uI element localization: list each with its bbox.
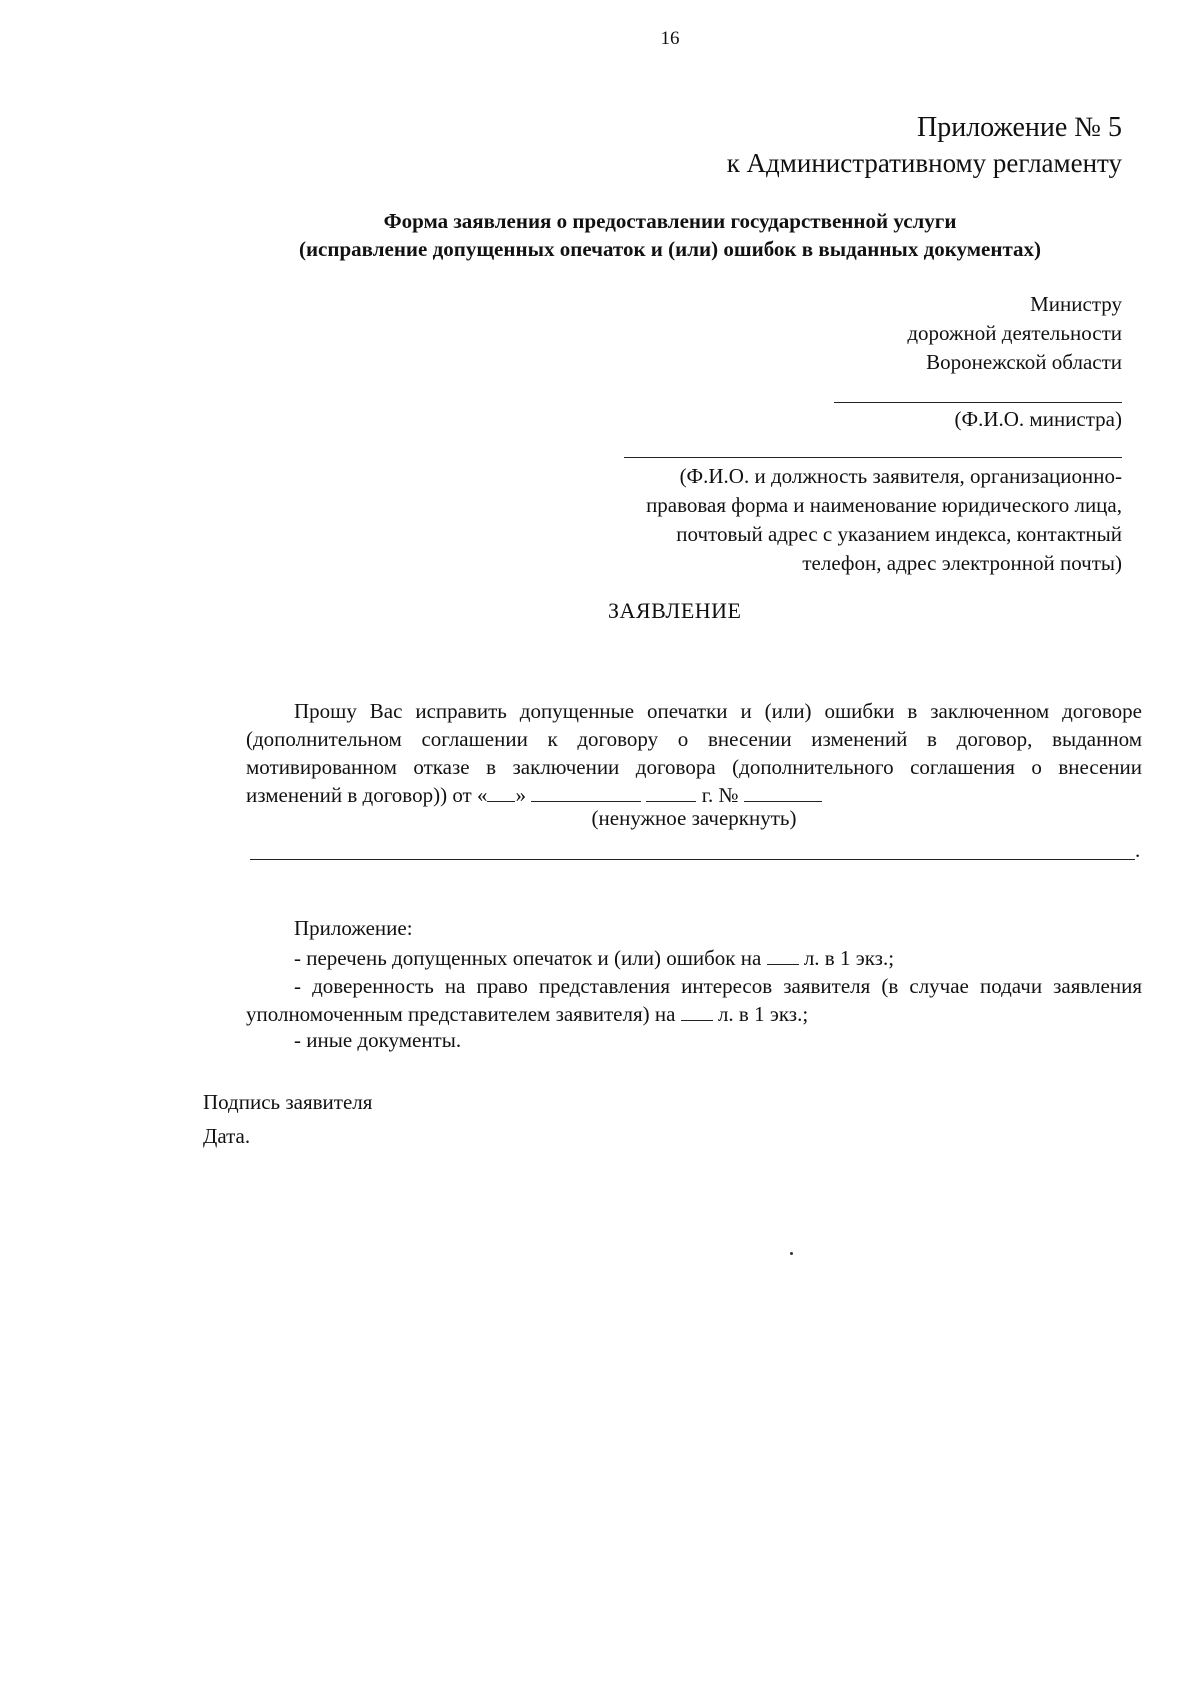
attachments-heading: Приложение: (294, 916, 413, 940)
statement-heading: ЗАЯВЛЕНИЕ (608, 598, 742, 623)
applicant-hint-line4: телефон, адрес электронной почты) (802, 551, 1122, 575)
attachment-item-3: - иные документы. (294, 1028, 462, 1052)
addressee-line2: дорожной деятельности (907, 321, 1122, 345)
page-number: 16 (660, 28, 680, 49)
month-blank (531, 783, 641, 802)
applicant-hint-line1: (Ф.И.О. и должность заявителя, организационно- (679, 464, 1122, 488)
day-blank (487, 783, 515, 802)
attachment-item-2 (246, 972, 1142, 1028)
appendix-subtitle: к Административному регламенту (726, 148, 1122, 178)
document-number-blank (744, 783, 822, 802)
statement-end-period: . (1135, 838, 1141, 862)
applicant-hint-line2: правовая форма и наименование юридического лица, (646, 493, 1122, 517)
year-blank (646, 783, 696, 802)
attachment-2-pages-blank (681, 1002, 713, 1021)
statement-number-label: г. № (701, 783, 739, 807)
statement-body (246, 697, 1142, 809)
scan-speck (790, 1252, 793, 1255)
addressee-line3: Воронежской области (926, 350, 1122, 374)
attachment-item-1 (246, 944, 1142, 972)
applicant-info-line (624, 457, 1122, 458)
form-title-line1: Форма заявления о предоставлении государственной услуги (383, 209, 957, 233)
attachment-item-1-text: - перечень допущенных опечаток и (или) ошибок на (294, 946, 762, 970)
signature-label: Подпись заявителя (203, 1090, 373, 1114)
appendix-title: Приложение № 5 (917, 112, 1122, 143)
statement-text: Прошу Вас исправить допущенные опечатки и (или) ошибки в заключенном договоре (дополнительном соглашении к договору о внесении изменений в договор, выданном мотивированном отказе в заключении договора (дополнительного соглашения о внесении изменений в договор)) от « (246, 699, 1142, 807)
attachment-item-1-copies: л. в 1 экз.; (803, 946, 895, 970)
statement-continuation-line (250, 859, 1135, 860)
form-title-line2: (исправление допущенных опечаток и (или) ошибок в выданных документах) (298, 237, 1042, 261)
attachment-1-pages-blank (767, 946, 799, 965)
minister-hint: (Ф.И.О. министра) (954, 407, 1122, 431)
attachment-item-2-copies: л. в 1 экз.; (717, 1002, 809, 1026)
attachment-item-2-text: - доверенность на право представления интересов заявителя (в случае подачи заявления уполномоченным представителем заявителя) на (246, 974, 1142, 1026)
statement-quote-close: » (515, 783, 526, 807)
addressee-line1: Министру (1030, 292, 1122, 316)
date-label: Дата. (203, 1124, 251, 1148)
applicant-hint-line3: почтовый адрес с указанием индекса, контактный (676, 522, 1122, 546)
strike-hint: (ненужное зачеркнуть) (591, 806, 797, 830)
minister-name-line (834, 402, 1122, 403)
